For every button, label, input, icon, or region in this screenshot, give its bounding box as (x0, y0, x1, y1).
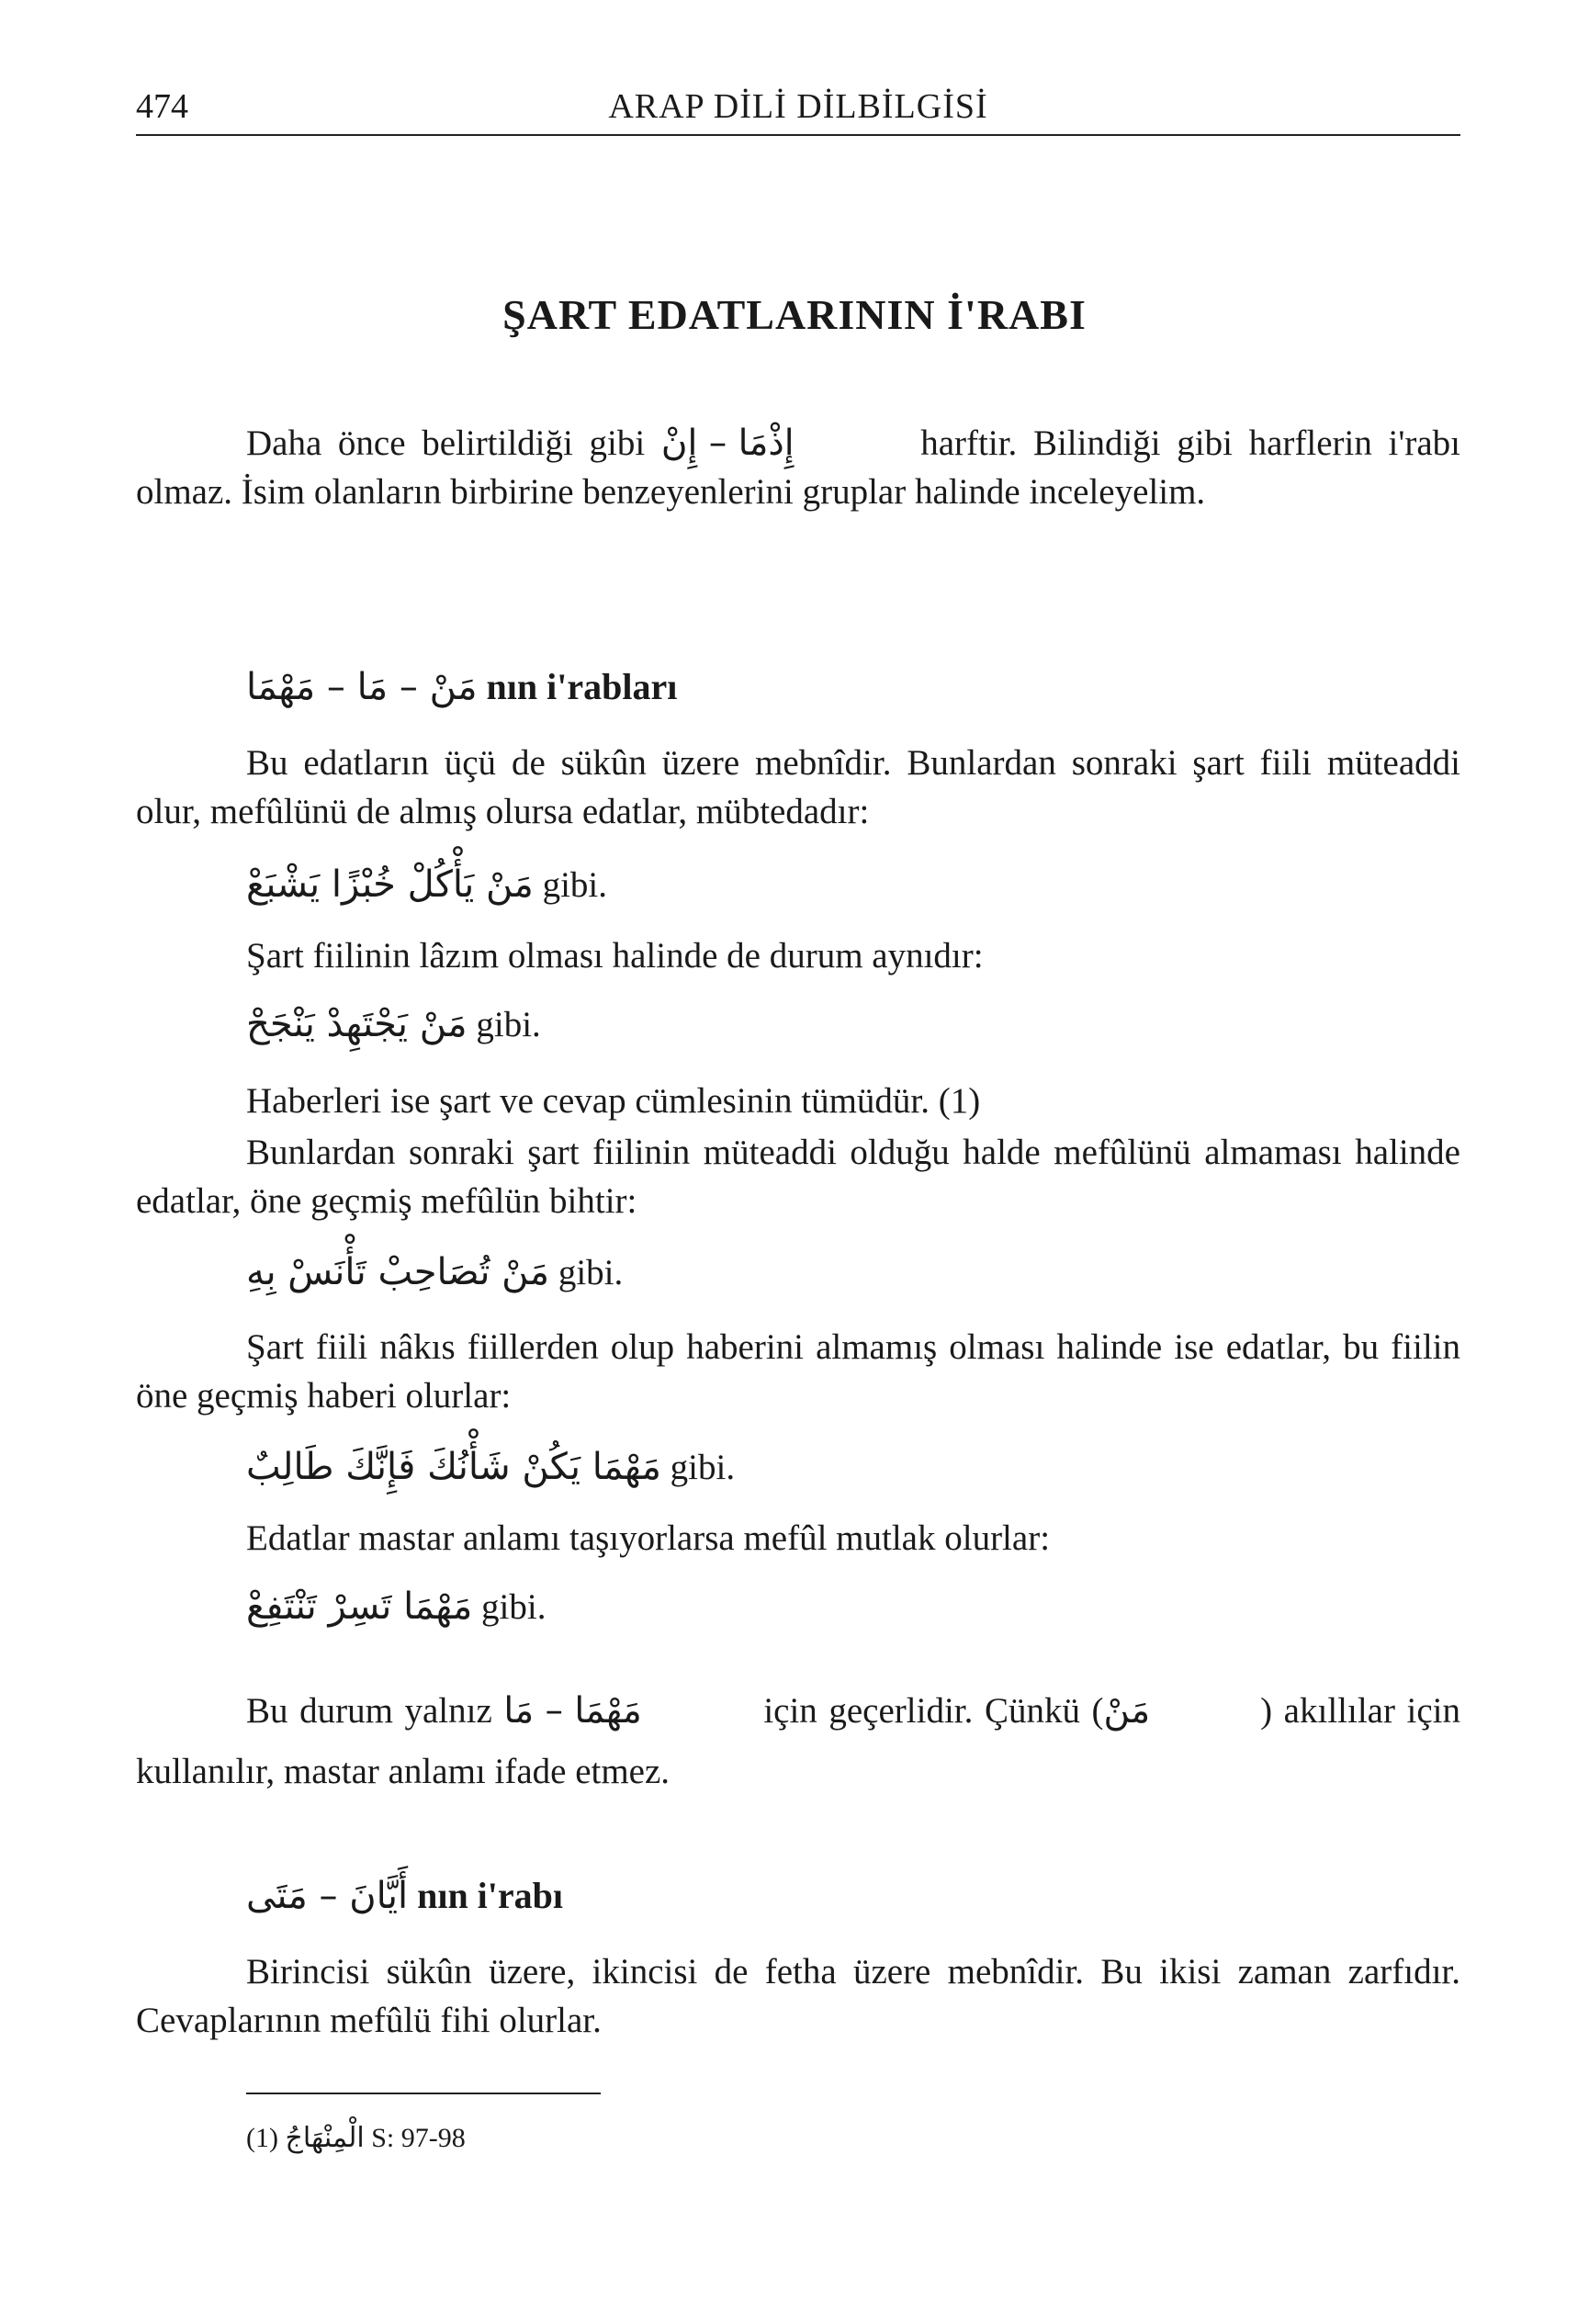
header-rule (136, 134, 1460, 136)
section1-paragraph-4: Bunlardan sonraki şart fiilinin müteaddi olduğu halde mefûlünü almaması halinde edatlar, öne geçmiş mefûlün bihtir: (136, 1133, 1460, 1221)
p7-text-middle: için geçerlidir. Çünkü ( (763, 1691, 1104, 1731)
gibi-label: gibi. (542, 865, 608, 905)
intro-text-before: Daha önce belirtildiği gibi (246, 423, 646, 463)
example-4-arabic: مَهْمَا يَكُنْ شَأْنُكَ فَإِنَّكَ طَالِبٌ (246, 1446, 661, 1488)
gibi-label: gibi. (558, 1253, 624, 1292)
section1-paragraph-7 (136, 1681, 1460, 1802)
running-title: ARAP DİLİ DİLBİLGİSİ (608, 87, 988, 126)
page-title: ŞART EDATLARININ İ'RABI (502, 291, 1087, 338)
intro-arabic: إِذْمَا – إِنْ (660, 423, 794, 464)
section1-heading (246, 665, 677, 708)
intro-paragraph (136, 419, 1460, 516)
footnote-rule (246, 2093, 601, 2094)
section1-paragraph-5: Şart fiili nâkıs fiillerden olup haberini almamış olması halinde ise edatlar, bu fiilin öne geçmiş haberi olurlar: (136, 1327, 1460, 1416)
gibi-label: gibi. (481, 1587, 547, 1627)
section2-heading (246, 1874, 563, 1917)
example-2 (246, 1003, 541, 1045)
section2-heading-suffix: nın i'rabı (417, 1875, 564, 1916)
page-number: 474 (136, 87, 188, 126)
example-1 (246, 863, 607, 906)
gibi-label: gibi. (476, 1005, 541, 1044)
section1-heading-arabic: مَنْ – مَا – مَهْمَا (246, 666, 478, 708)
section1-paragraph-2: Şart fiilinin lâzım olması halinde de durum aynıdır: (246, 936, 984, 976)
example-5-arabic: مَهْمَا تَسِرْ تَنْتَفِعْ (246, 1585, 473, 1628)
section2-paragraph-1: Birincisi sükûn üzere, ikincisi de fetha üzere mebnîdir. Bu ikisi zaman zarfıdır. Cevaplarının mefûlü fihi olurlar. (136, 1952, 1460, 2040)
p7-text-before: Bu durum yalnız (246, 1691, 492, 1731)
footnote-ref: S: 97-98 (371, 2123, 466, 2153)
p7-text-after: ) akıllılar için kullanılır, mastar anlamı ifade etmez. (136, 1691, 1461, 1791)
example-3-arabic: مَنْ تُصَاحِبْ تَأْنَسْ بِهِ (246, 1251, 550, 1293)
example-2-arabic: مَنْ يَجْتَهِدْ يَنْجَحْ (246, 1003, 468, 1045)
p7-arabic-2: مَنْ (1103, 1690, 1151, 1732)
footnote-arabic: الْمِنْهَاجُ (285, 2122, 365, 2154)
example-1-arabic: مَنْ يَأْكُلْ خُبْزًا يَشْبَعْ (246, 863, 534, 906)
section1-paragraph-1: Bu edatların üçü de sükûn üzere mebnîdir. Bunlardan sonraki şart fiili müteaddi olur, mefûlünü de almış olursa edatlar, mübtedadır: (136, 743, 1460, 831)
footnote-marker: (1) (246, 2123, 278, 2153)
section1-paragraph-3: Haberleri ise şart ve cevap cümlesinin tümüdür. (1) (246, 1081, 981, 1121)
section1-paragraph-6: Edatlar mastar anlamı taşıyorlarsa mefûl mutlak olurlar: (246, 1518, 1051, 1558)
example-4 (246, 1446, 735, 1488)
example-5 (246, 1585, 546, 1628)
example-3 (246, 1251, 623, 1293)
p7-arabic: مَهْمَا – مَا (503, 1690, 642, 1732)
page-header (136, 81, 1460, 138)
section2-heading-arabic: أَيَّانَ – مَتَى (246, 1875, 409, 1917)
gibi-label: gibi. (670, 1448, 736, 1487)
section1-heading-suffix: nın i'rabları (486, 666, 678, 707)
intro-text-after: harftir. Bilindiği gibi harflerin i'rabı olmaz. İsim olanların birbirine benzeyenlerini gruplar halinde inceleyelim. (136, 423, 1461, 512)
footnote (246, 2122, 466, 2154)
